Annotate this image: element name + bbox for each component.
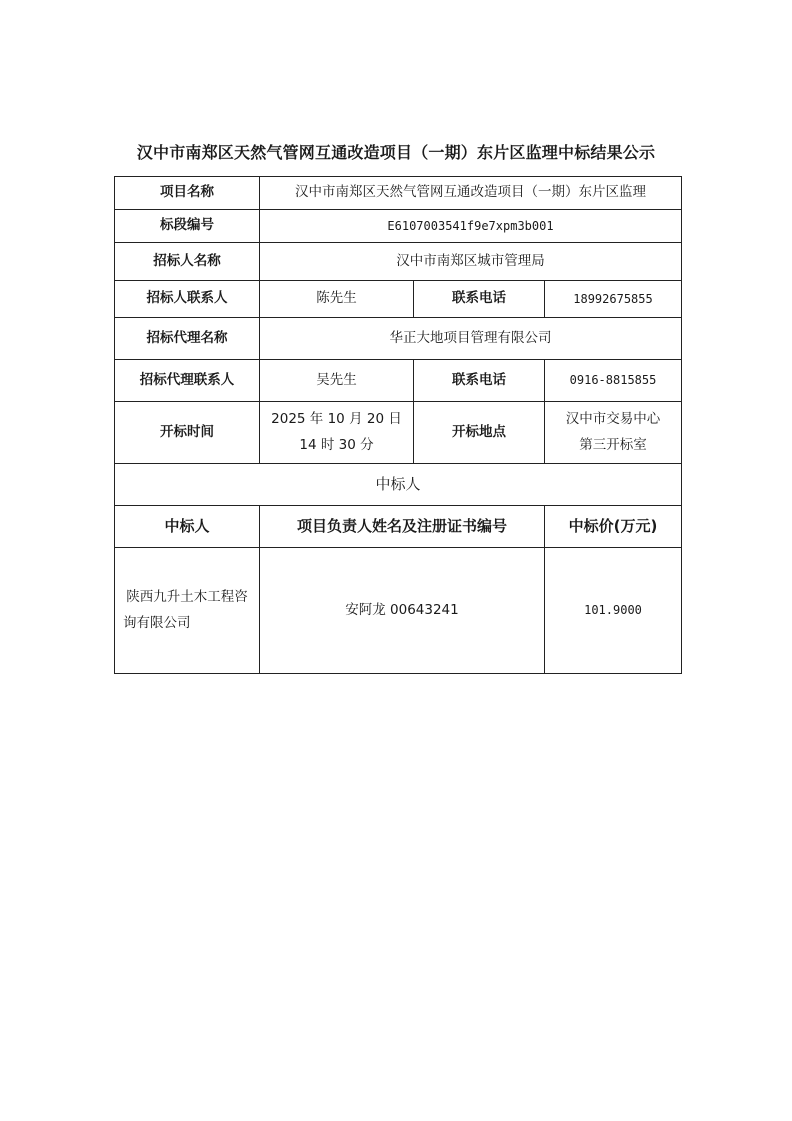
row-project-name: [115, 177, 682, 210]
winner-name: [115, 548, 260, 674]
agency-contact-label: 招标代理联系人: [115, 360, 260, 402]
row-opening: [115, 402, 682, 464]
section-code-value: E6107003541f9e7xpm3b001: [260, 210, 682, 243]
tenderer-label: 招标人名称: [115, 243, 260, 281]
row-winner-heading: [115, 464, 682, 506]
row-agency-contact: [115, 360, 682, 402]
section-code-label: 标段编号: [115, 210, 260, 243]
row-winner-data: [115, 548, 682, 674]
agency-label: 招标代理名称: [115, 318, 260, 360]
col-winner-header: 中标人: [115, 506, 260, 548]
tenderer-phone-value: 18992675855: [545, 281, 682, 318]
open-place-value: [545, 402, 682, 464]
project-manager-value: 安阿龙 00643241: [260, 548, 545, 674]
open-place-line2: 第三开标室: [579, 436, 647, 453]
row-section-code: [115, 210, 682, 243]
project-name-label: 项目名称: [115, 177, 260, 210]
agency-phone-label: 联系电话: [414, 360, 545, 402]
agency-contact-value: 吴先生: [260, 360, 414, 402]
row-tenderer-contact: [115, 281, 682, 318]
row-winner-columns: [115, 506, 682, 548]
row-agency: [115, 318, 682, 360]
winner-section-heading: 中标人: [115, 464, 682, 506]
bid-price-value: 101.9000: [545, 548, 682, 674]
open-time-hour: 14 时 30 分: [299, 436, 374, 453]
bid-result-table: [114, 176, 682, 674]
tenderer-contact-value: 陈先生: [260, 281, 414, 318]
agency-value: 华正大地项目管理有限公司: [260, 318, 682, 360]
open-place-label: 开标地点: [414, 402, 545, 464]
tenderer-value: 汉中市南郑区城市管理局: [260, 243, 682, 281]
winner-name-line1: 陕西九升土木工程咨: [126, 588, 248, 605]
project-name-value: 汉中市南郑区天然气管网互通改造项目（一期）东片区监理: [260, 177, 682, 210]
open-time-date: 2025 年 10 月 20 日: [271, 410, 402, 427]
open-time-label: 开标时间: [115, 402, 260, 464]
tenderer-phone-label: 联系电话: [414, 281, 545, 318]
winner-name-line2: 询有限公司: [123, 614, 191, 631]
open-place-line1: 汉中市交易中心: [565, 410, 661, 427]
col-manager-header: 项目负责人姓名及注册证书编号: [260, 506, 545, 548]
agency-phone-value: 0916-8815855: [545, 360, 682, 402]
tenderer-contact-label: 招标人联系人: [115, 281, 260, 318]
row-tenderer: [115, 243, 682, 281]
page-title: 汉中市南郑区天然气管网互通改造项目（一期）东片区监理中标结果公示: [136, 143, 656, 162]
col-price-header: 中标价(万元): [545, 506, 682, 548]
open-time-value: [260, 402, 414, 464]
